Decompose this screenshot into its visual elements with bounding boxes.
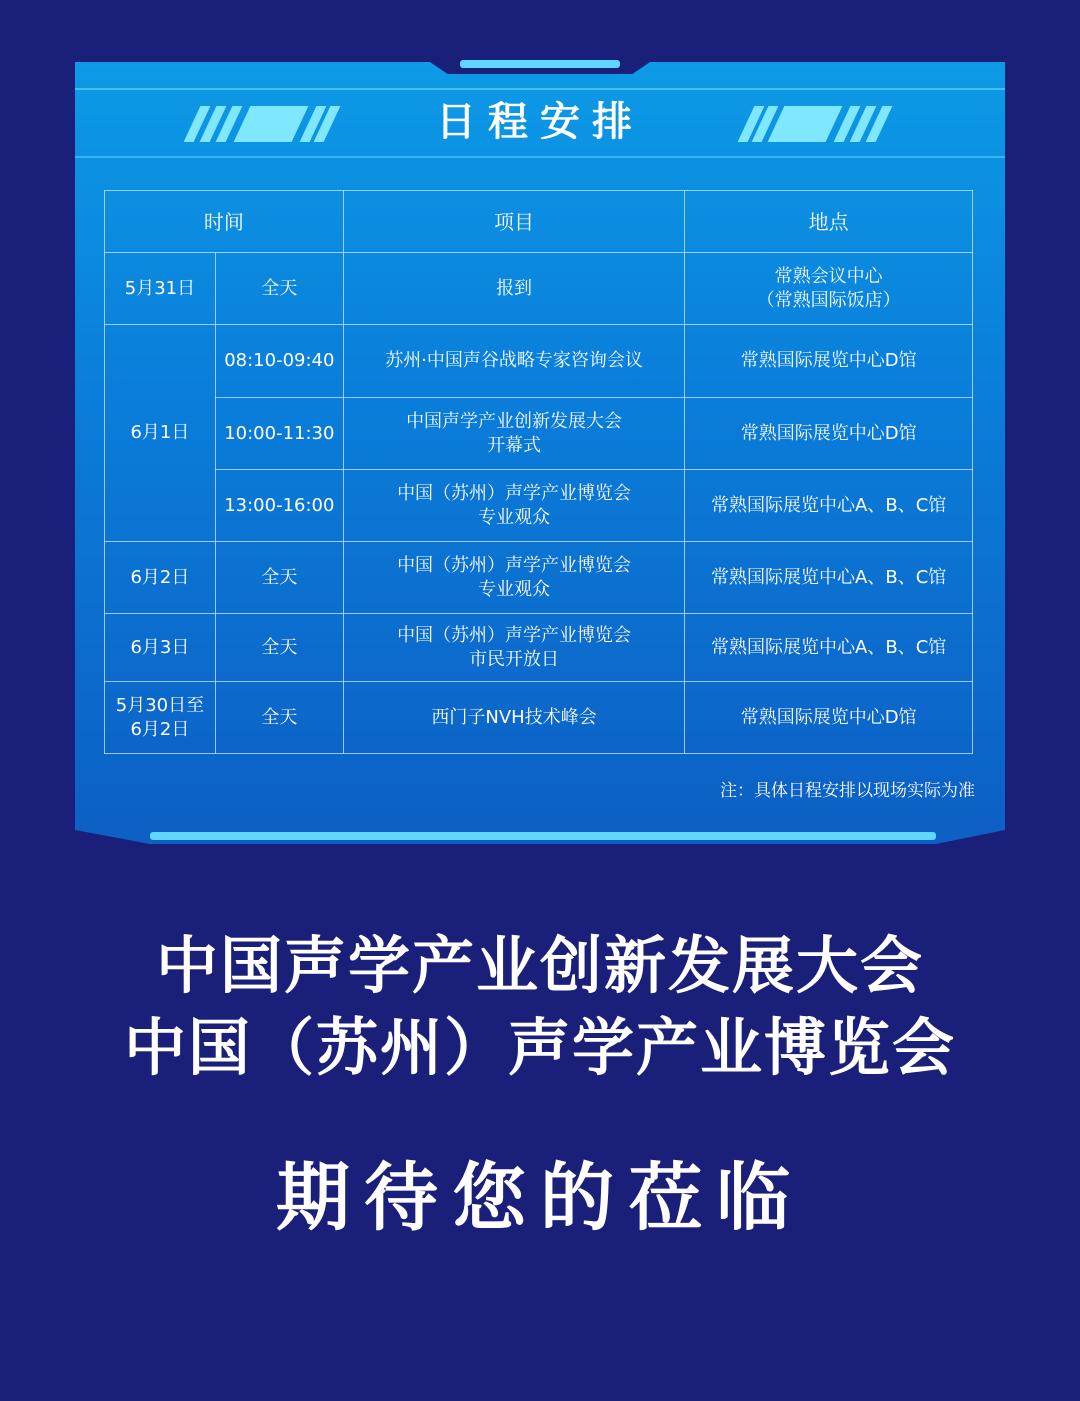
row-item: 中国（苏州）声学产业博览会 专业观众 bbox=[343, 542, 685, 614]
row-item: 西门子NVH技术峰会 bbox=[343, 682, 685, 754]
row-place: 常熟会议中心 （常熟国际饭店） bbox=[685, 253, 973, 325]
row-place: 常熟国际展览中心D馆 bbox=[685, 682, 973, 754]
event-title-2: 中国（苏州）声学产业博览会 bbox=[123, 1011, 956, 1084]
table-row bbox=[105, 470, 973, 542]
row-date: 6月1日 bbox=[105, 325, 216, 542]
row-time: 10:00-11:30 bbox=[215, 398, 343, 470]
row-item: 中国声学产业创新发展大会 开幕式 bbox=[343, 398, 685, 470]
table-row bbox=[105, 325, 973, 398]
row-time: 13:00-16:00 bbox=[215, 470, 343, 542]
row-time: 全天 bbox=[215, 614, 343, 682]
header-place: 地点 bbox=[685, 191, 973, 253]
row-place: 常熟国际展览中心A、B、C馆 bbox=[685, 614, 973, 682]
row-date: 5月30日至 6月2日 bbox=[105, 682, 216, 754]
header-item: 项目 bbox=[343, 191, 685, 253]
table-row bbox=[105, 614, 973, 682]
row-date: 6月3日 bbox=[105, 614, 216, 682]
row-item: 中国（苏州）声学产业博览会 专业观众 bbox=[343, 470, 685, 542]
table-row bbox=[105, 253, 973, 325]
header-time: 时间 bbox=[105, 191, 344, 253]
row-time: 全天 bbox=[215, 253, 343, 325]
row-item: 报到 bbox=[343, 253, 685, 325]
table-header-row bbox=[105, 191, 973, 253]
row-time: 全天 bbox=[215, 542, 343, 614]
row-item: 中国（苏州）声学产业博览会 市民开放日 bbox=[343, 614, 685, 682]
row-time: 全天 bbox=[215, 682, 343, 754]
schedule-note: 注：具体日程安排以现场实际为准 bbox=[720, 781, 975, 801]
row-time: 08:10-09:40 bbox=[215, 325, 343, 398]
row-place: 常熟国际展览中心A、B、C馆 bbox=[685, 542, 973, 614]
welcome-text: 期待您的莅临 bbox=[276, 1155, 804, 1241]
row-date: 5月31日 bbox=[105, 253, 216, 325]
panel-bottom-accent bbox=[150, 832, 936, 840]
row-date: 6月2日 bbox=[105, 542, 216, 614]
table-row bbox=[105, 542, 973, 614]
row-place: 常熟国际展览中心D馆 bbox=[685, 325, 973, 398]
row-place: 常熟国际展览中心D馆 bbox=[685, 398, 973, 470]
row-item: 苏州·中国声谷战略专家咨询会议 bbox=[343, 325, 685, 398]
table-row bbox=[105, 682, 973, 754]
schedule-title: 日程安排 bbox=[436, 99, 644, 145]
row-place: 常熟国际展览中心A、B、C馆 bbox=[685, 470, 973, 542]
table-row bbox=[105, 398, 973, 470]
event-title-1: 中国声学产业创新发展大会 bbox=[155, 929, 924, 1002]
schedule-table bbox=[104, 190, 973, 754]
panel-top-accent bbox=[460, 60, 620, 68]
